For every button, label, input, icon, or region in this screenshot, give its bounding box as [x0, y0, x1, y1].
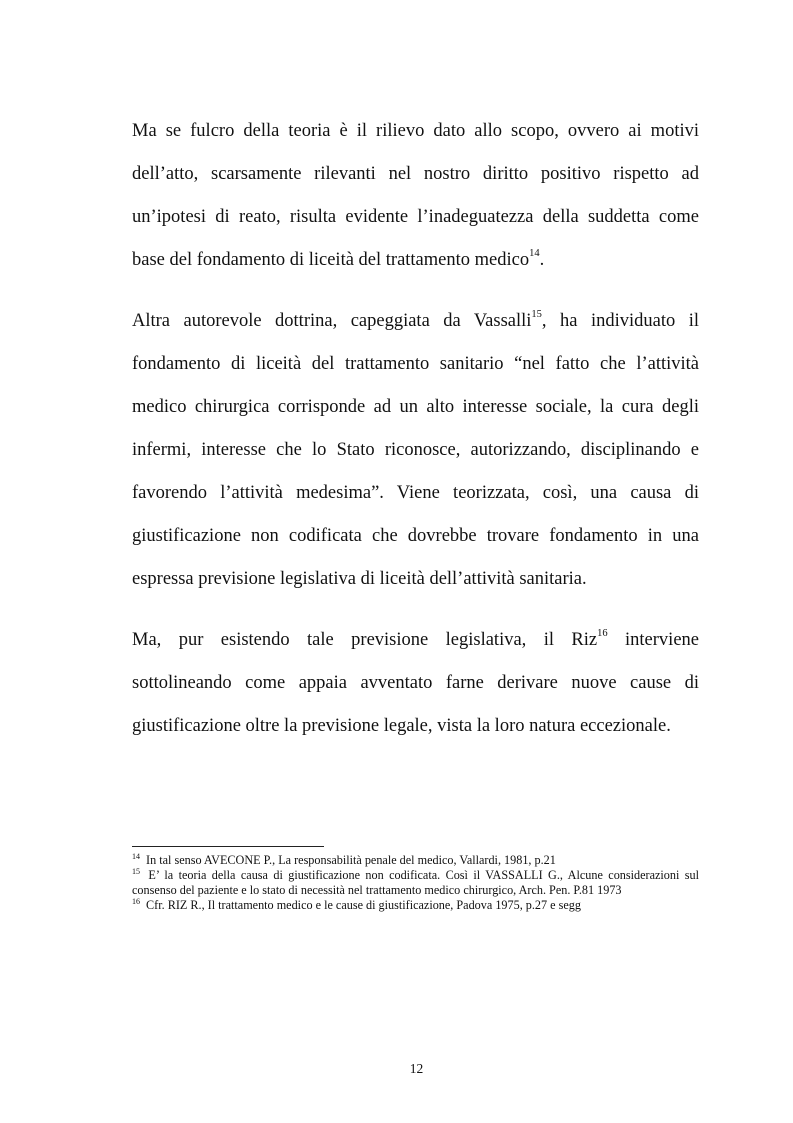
paragraph-2-line-6: giustificazione non codificata che dovrebbe trovare fondamento in una: [132, 526, 699, 546]
paragraph-2-line-5: favorendo l’attività medesima”. Viene teorizzata, così, una causa di: [132, 483, 699, 503]
paragraph-3-line-3: giustificazione oltre la previsione legale, vista la loro natura eccezionale.: [132, 716, 671, 736]
paragraph-2-line-1-post: , ha individuato il: [541, 311, 699, 331]
paragraph-2-line-3: medico chirurgica corrisponde ad un alto interesse sociale, la cura degli: [132, 397, 699, 417]
footnote-text: E’ la teoria della causa di giustificazione non codificata. Così il VASSALLI G., Alcune considerazioni sul consenso del paziente e lo stato di necessità nel trattamento medico chirurgico, Arch. Pen. P.81 1973: [132, 868, 699, 897]
footnote-ref-16[interactable]: 16: [597, 627, 608, 639]
footnote-number: 16: [132, 896, 140, 906]
paragraph-1: [132, 110, 699, 282]
paragraph-2: [132, 300, 699, 601]
paragraph-1-line-4: [132, 239, 699, 282]
footnote-number: 14: [132, 851, 140, 861]
footnote-ref-14[interactable]: 14: [529, 247, 540, 259]
paragraph-1-line-1: Ma se fulcro della teoria è il rilievo dato allo scopo, ovvero ai motivi: [132, 121, 699, 141]
page-number: 12: [409, 1061, 424, 1076]
footnote-15: [132, 868, 699, 898]
paragraph-3-line-2: sottolineando come appaia avventato farne derivare nuove cause di: [132, 673, 699, 693]
footnote-16: [132, 898, 699, 913]
footnote-text: Cfr. RIZ R., Il trattamento medico e le cause di giustificazione, Padova 1975, p.27 e segg: [143, 898, 581, 912]
paragraph-2-line-2: fondamento di liceità del trattamento sanitario “nel fatto che l’attività: [132, 354, 699, 374]
paragraph-1-tail: .: [539, 250, 545, 270]
paragraph-1-line-4-text: base del fondamento di liceità del trattamento medico: [132, 250, 530, 270]
paragraph-2-line-7: espressa previsione legislativa di liceità dell’attività sanitaria.: [132, 569, 587, 589]
paragraph-2-line-1: [132, 300, 699, 343]
paragraph-2-line-4: infermi, interesse che lo Stato riconosce, autorizzando, disciplinando e: [132, 440, 699, 460]
paragraph-2-line-1-pre: Altra autorevole dottrina, capeggiata da Vassalli: [132, 311, 532, 331]
body-text: [132, 110, 699, 766]
footnote-14: [132, 853, 699, 868]
paragraph-1-line-2: dell’atto, scarsamente rilevanti nel nostro diritto positivo rispetto ad: [132, 164, 699, 184]
paragraph-3: [132, 619, 699, 748]
footnote-separator: [132, 846, 324, 847]
paragraph-3-line-1: [132, 619, 699, 662]
footnote-text: In tal senso AVECONE P., La responsabilità penale del medico, Vallardi, 1981, p.21: [143, 853, 556, 867]
footnote-ref-15[interactable]: 15: [531, 308, 542, 320]
footnotes: [132, 853, 699, 913]
paragraph-3-line-1-post: interviene: [607, 630, 699, 650]
paragraph-1-line-3: un’ipotesi di reato, risulta evidente l’inadeguatezza della suddetta come: [132, 207, 699, 227]
footnote-number: 15: [132, 866, 140, 876]
paragraph-3-line-1-pre: Ma, pur esistendo tale previsione legislativa, il Riz: [132, 630, 598, 650]
